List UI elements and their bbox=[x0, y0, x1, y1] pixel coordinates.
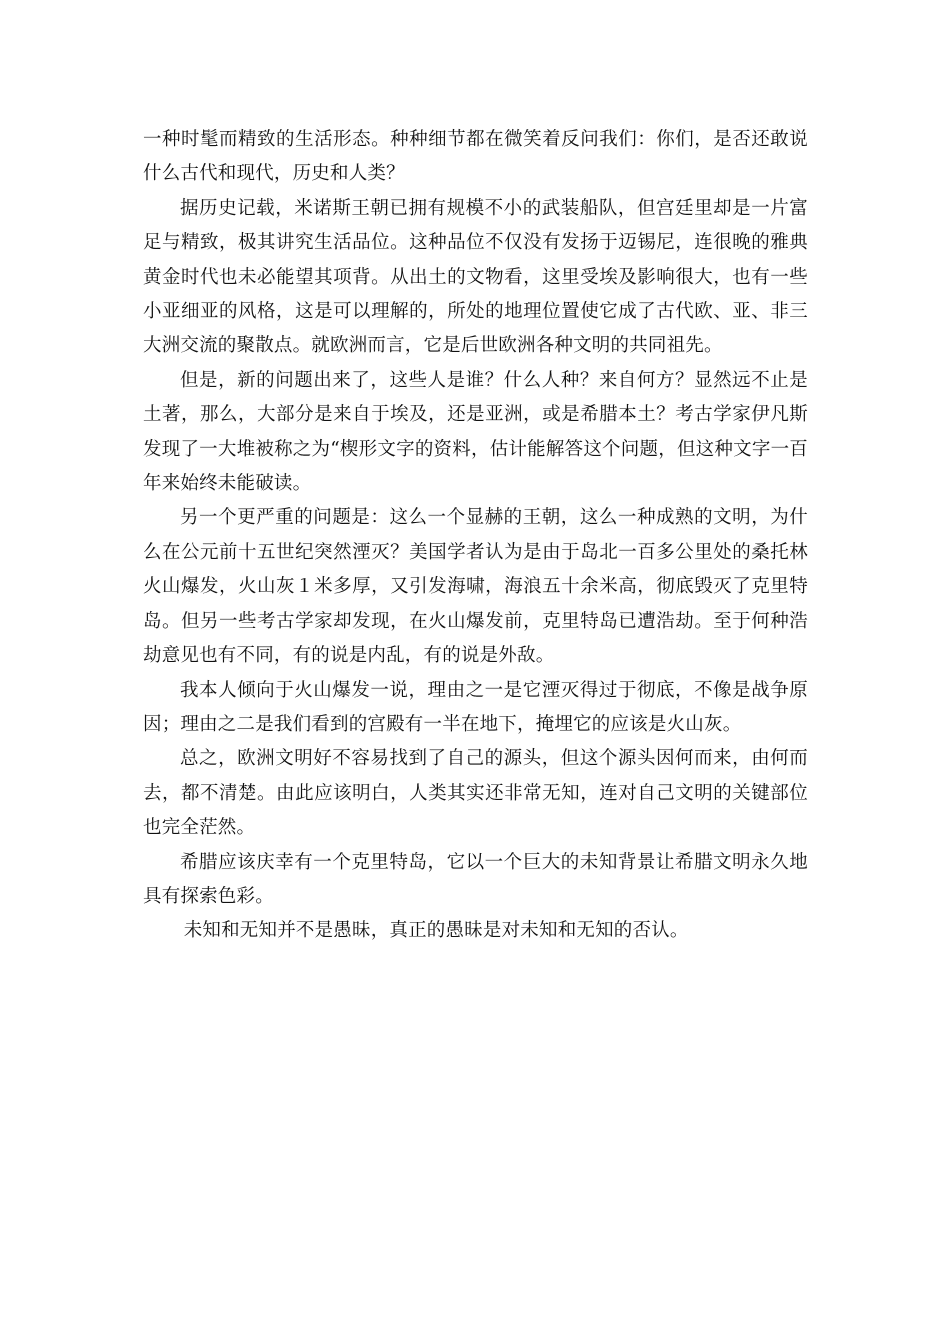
paragraph-8: 未知和无知并不是愚昧，真正的愚昧是对未知和无知的否认。 bbox=[183, 920, 689, 942]
paragraph-2: 据历史记载，米诺斯王朝已拥有规模不小的武装船队，但宫廷里却是一片富足与精致，极其讲究生活品位。这种品位不仅没有发扬于迈锡尼，连很晚的雅典黄金时代也未必能望其项背。从出土的文物看，这里受埃及影响很大，也有一些小亚细亚的风格，这是可以理解的，所处的地理位置使它成了古代欧、亚、非三大洲交流的聚散点。就欧洲而言，它是后世欧洲各种文明的共同祖先。 bbox=[143, 197, 808, 357]
paragraph-6: 总之，欧洲文明好不容易找到了自己的源头，但这个源头因何而来，由何而去，都不清楚。由此应该明白，人类其实还非常无知，连对自己文明的关键部位也完全茫然。 bbox=[143, 748, 808, 839]
paragraph-1: 一种时髦而精致的生活形态。种种细节都在微笑着反问我们：你们，是否还敢说什么古代和现代，历史和人类？ bbox=[143, 129, 808, 185]
paragraph-4: 另一个更严重的问题是：这么一个显赫的王朝，这么一种成熟的文明，为什么在公元前十五世纪突然湮灭？美国学者认为是由于岛北一百多公里处的桑托林火山爆发，火山灰１米多厚，又引发海啸，海浪五十余米高，彻底毁灭了克里特岛。但另一些考古学家却发现，在火山爆发前，克里特岛已遭浩劫。至于何种浩劫意见也有不同，有的说是内乱，有的说是外敌。 bbox=[143, 507, 808, 667]
document-body bbox=[143, 123, 808, 949]
paragraph-3: 但是，新的问题出来了，这些人是谁？什么人种？来自何方？显然远不止是土著，那么，大部分是来自于埃及，还是亚洲，或是希腊本土？考古学家伊凡斯发现了一大堆被称之为“楔形文字的资料，估计能解答这个问题，但这种文字一百年来始终未能破读。 bbox=[143, 369, 808, 495]
paragraph-5: 我本人倾向于火山爆发一说，理由之一是它湮灭得过于彻底，不像是战争原因；理由之二是我们看到的宫殿有一半在地下，掩埋它的应该是火山灰。 bbox=[143, 679, 808, 735]
paragraph-7: 希腊应该庆幸有一个克里特岛，它以一个巨大的未知背景让希腊文明永久地具有探索色彩。 bbox=[143, 851, 808, 907]
